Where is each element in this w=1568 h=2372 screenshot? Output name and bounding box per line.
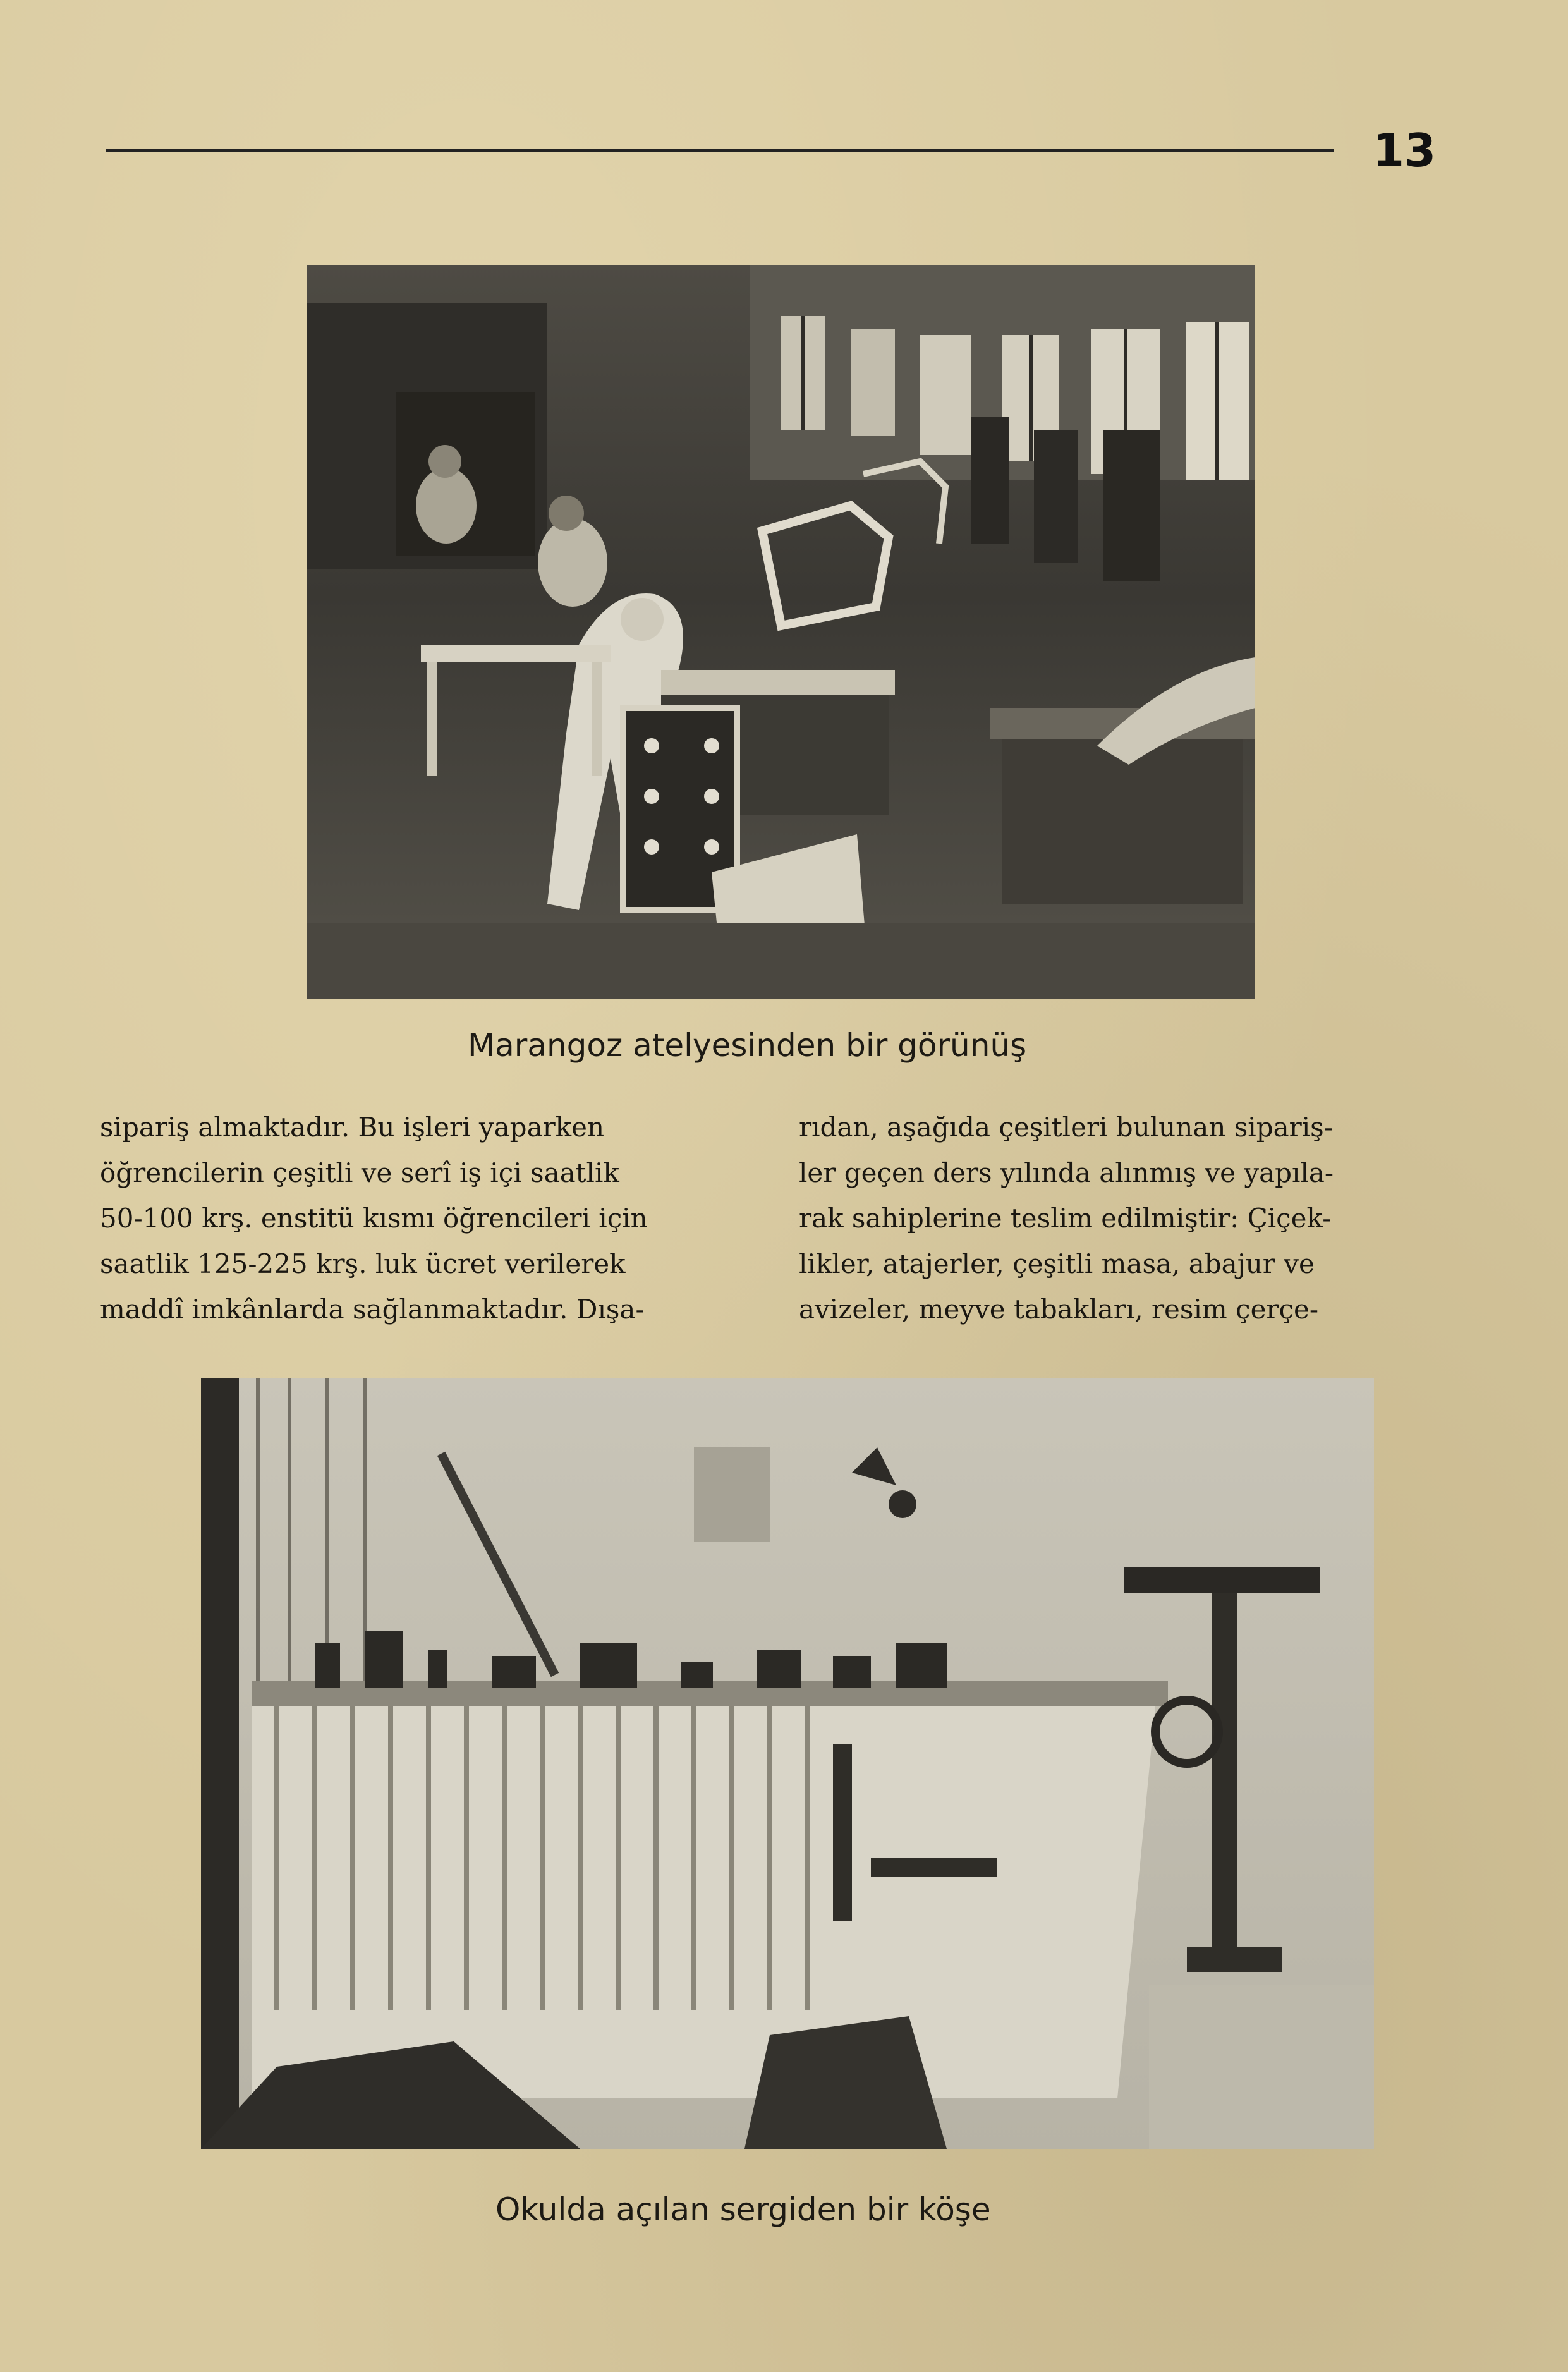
text-line: rıdan, aşağıda çeşitleri bulunan sipariş- <box>799 1112 1333 1143</box>
text-line: maddî imkânlarda sağlanmaktadır. Dışa- <box>100 1294 645 1325</box>
workshop-photo-caption: Marangoz atelyesinden bir görünüş <box>468 1027 1027 1064</box>
workshop-photo <box>307 265 1255 999</box>
text-line: öğrencilerin çeşitli ve serî iş içi saatlik <box>100 1157 619 1188</box>
exhibition-photo-image <box>201 1378 1374 2149</box>
text-line: ler geçen ders yılında alınmış ve yapıla- <box>799 1157 1334 1188</box>
text-line: rak sahiplerine teslim edilmiştir: Çiçek- <box>799 1203 1332 1234</box>
exhibition-photo-caption: Okulda açılan sergiden bir köşe <box>495 2191 991 2228</box>
text-line: avizeler, meyve tabakları, resim çerçe- <box>799 1294 1319 1325</box>
text-column-left <box>100 1105 763 1332</box>
text-line: sipariş almaktadır. Bu işleri yaparken <box>100 1112 605 1143</box>
exhibition-photo <box>201 1378 1374 2149</box>
text-line: 50-100 krş. enstitü kısmı öğrencileri için <box>100 1203 648 1234</box>
page-number: 13 <box>1373 124 1437 177</box>
text-line: likler, atajerler, çeşitli masa, abajur ve <box>799 1248 1315 1279</box>
header-rule <box>106 149 1334 152</box>
text-line: saatlik 125-225 krş. luk ücret verilerek <box>100 1248 626 1279</box>
text-column-right <box>799 1105 1462 1332</box>
workshop-photo-image <box>307 265 1255 999</box>
